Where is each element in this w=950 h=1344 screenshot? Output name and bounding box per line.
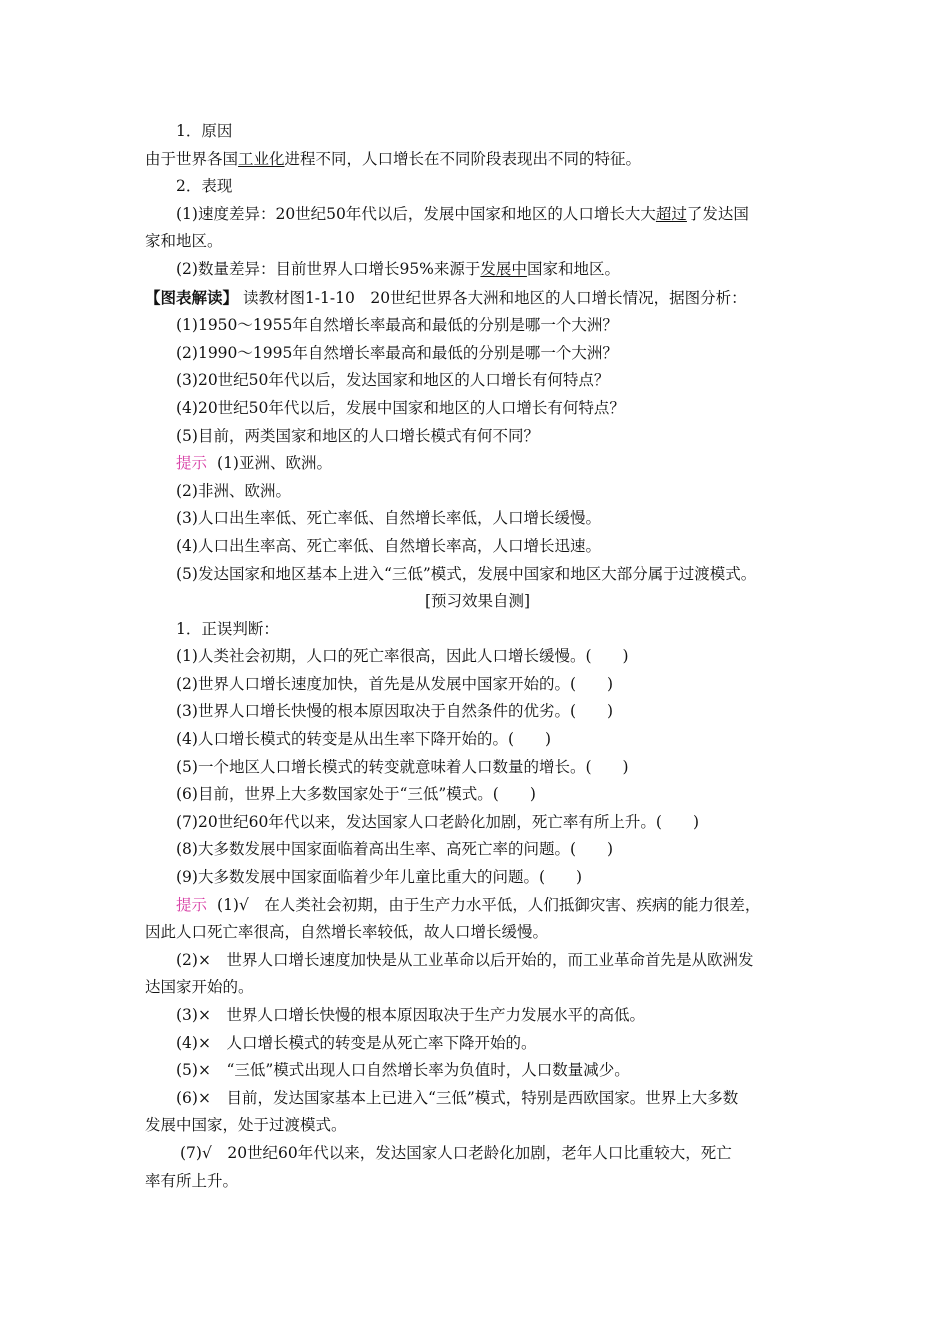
judgment-item: (1)人类社会初期，人口的死亡率很高，因此人口增长缓慢。( ) — [176, 647, 629, 666]
judgment-item: (2)世界人口增长速度加快，首先是从发展中国家开始的。( ) — [176, 674, 614, 693]
judgment-item: (9)大多数发展中国家面临着少年儿童比重大的问题。( ) — [176, 868, 583, 887]
judgment-item: (8)大多数发展中国家面临着高出生率、高死亡率的问题。( ) — [176, 840, 614, 859]
chart-reading-label: 【图表解读】 — [145, 287, 239, 307]
underlined-term: 工业化 — [238, 149, 285, 168]
text: 了发达国 — [686, 204, 749, 223]
answer — [145, 892, 810, 920]
question: (3)20世纪50年代以后，发达国家和地区的人口增长有何特点？ — [176, 371, 610, 390]
answer: (2)× 世界人口增长速度加快是从工业革命以后开始的，而工业革命首先是从欧洲发 — [176, 950, 754, 969]
judgment-item: (7)20世纪60年代以来，发达国家人口老龄化加剧，死亡率有所上升。( ) — [176, 812, 699, 831]
hint-label: 提示 — [176, 454, 208, 473]
text: (1)√ 在人类社会初期，由于生产力水平低，人们抵御灾害、疾病的能力很差， — [217, 895, 761, 914]
text: 读教材图1-1-10 20世纪世界各大洲和地区的人口增长情况，据图分析： — [238, 288, 747, 307]
judgment-item: (3)世界人口增长快慢的根本原因取决于自然条件的优劣。( ) — [176, 702, 614, 721]
text: (2)数量差异：目前世界人口增长95%来源于 — [176, 259, 481, 278]
question: (2)1990～1995年自然增长率最高和最低的分别是哪一个大洲？ — [176, 343, 618, 362]
self-test-heading: [预习效果自测] — [424, 592, 531, 611]
text: (1)速度差异：20世纪50年代以后，发展中国家和地区的人口增长大大 — [176, 204, 656, 223]
paragraph-speed — [145, 201, 810, 229]
paragraph-quantity — [145, 256, 810, 284]
question: (1)1950～1955年自然增长率最高和最低的分别是哪一个大洲？ — [176, 316, 618, 335]
answer-cont: 达国家开始的。 — [145, 978, 254, 997]
chart-reading-intro — [145, 284, 810, 313]
answer: (5)发达国家和地区基本上进入“三低”模式，发展中国家和地区大部分属于过渡模式。 — [176, 564, 757, 583]
answer: (3)× 世界人口增长快慢的根本原因取决于生产力发展水平的高低。 — [176, 1006, 645, 1024]
answer-cont: 因此人口死亡率很高，自然增长率较低，故人口增长缓慢。 — [145, 923, 549, 942]
question: (4)20世纪50年代以后，发展中国家和地区的人口增长有何特点？ — [176, 398, 625, 417]
judgment-item: (5)一个地区人口增长模式的转变就意味着人口数量的增长。( ) — [176, 757, 629, 776]
answer: (7)√ 20世纪60年代以来，发达国家人口老龄化加剧，老年人口比重较大，死亡 — [180, 1143, 732, 1162]
answer-cont: 率有所上升。 — [145, 1171, 239, 1190]
paragraph-speed-cont: 家和地区。 — [145, 232, 223, 251]
text: 进程不同，人口增长在不同阶段表现出不同的特征。 — [284, 149, 642, 168]
document-content — [145, 118, 810, 1195]
answer — [145, 450, 810, 478]
answer: (5)× “三低”模式出现人口自然增长率为负值时，人口数量减少。 — [176, 1061, 630, 1080]
answer: (6)× 目前，发达国家基本上已进入“三低”模式，特别是西欧国家。世界上大多数 — [176, 1088, 739, 1107]
answer-cont: 发展中国家，处于过渡模式。 — [145, 1116, 347, 1135]
text: 由于世界各国 — [145, 149, 239, 168]
judgment-item: (6)目前，世界上大多数国家处于“三低”模式。( ) — [176, 785, 536, 804]
paragraph-cause — [145, 146, 810, 174]
section-title-performance: 2．表现 — [176, 177, 233, 196]
question: (5)目前，两类国家和地区的人口增长模式有何不同？ — [176, 426, 539, 445]
section-title-cause: 1．原因 — [176, 122, 233, 140]
underlined-term: 发展中 — [480, 259, 527, 278]
text: 国家和地区。 — [526, 259, 620, 278]
answer: (4)人口出生率高、死亡率低、自然增长率高，人口增长迅速。 — [176, 536, 601, 555]
judgment-item: (4)人口增长模式的转变是从出生率下降开始的。( ) — [176, 730, 552, 749]
text: (1)亚洲、欧洲。 — [217, 454, 332, 473]
answer: (3)人口出生率低、死亡率低、自然增长率低，人口增长缓慢。 — [176, 509, 601, 528]
answer: (4)× 人口增长模式的转变是从死亡率下降开始的。 — [176, 1033, 537, 1052]
underlined-term: 超过 — [655, 204, 687, 223]
hint-label: 提示 — [176, 895, 208, 914]
answer: (2)非洲、欧洲。 — [176, 481, 291, 500]
self-test-question-title: 1．正误判断： — [176, 619, 279, 638]
